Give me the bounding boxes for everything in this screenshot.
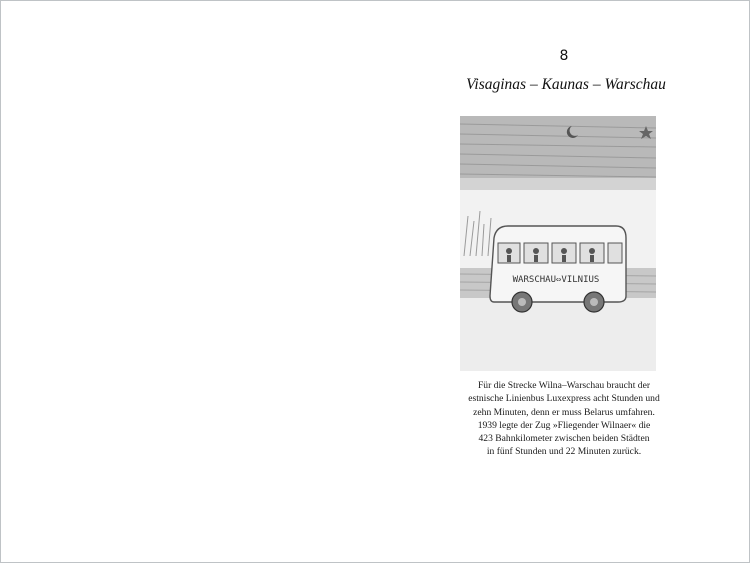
caption-line: estnische Linienbus Luxexpress acht Stunden und: [468, 393, 660, 405]
caption-line: in fünf Stunden und 22 Minuten zurück.: [486, 446, 642, 458]
bus-body: [490, 226, 626, 302]
bus-drawing-illustration: [460, 116, 656, 371]
left-page-blank: [2, 2, 376, 561]
caption-line: 423 Bahnkilometer zwischen beiden Städten: [478, 433, 650, 445]
caption-line: zehn Minuten, denn er muss Belarus umfahren.: [473, 406, 655, 418]
caption-text: [440, 379, 688, 459]
bus-sign-text: WARSCHAU⇔VILNIUS: [512, 275, 600, 285]
caption-line: 1939 legte der Zug »Fliegender Wilnaer« die: [477, 419, 651, 431]
chapter-number: 8: [559, 48, 569, 64]
right-page: [376, 2, 748, 561]
pencil-drawing: [460, 116, 656, 371]
bus-windows: [498, 243, 622, 263]
chapter-title: Visaginas – Kaunas – Warschau: [466, 76, 666, 93]
caption-line: Für die Strecke Wilna–Warschau braucht der: [477, 380, 651, 391]
